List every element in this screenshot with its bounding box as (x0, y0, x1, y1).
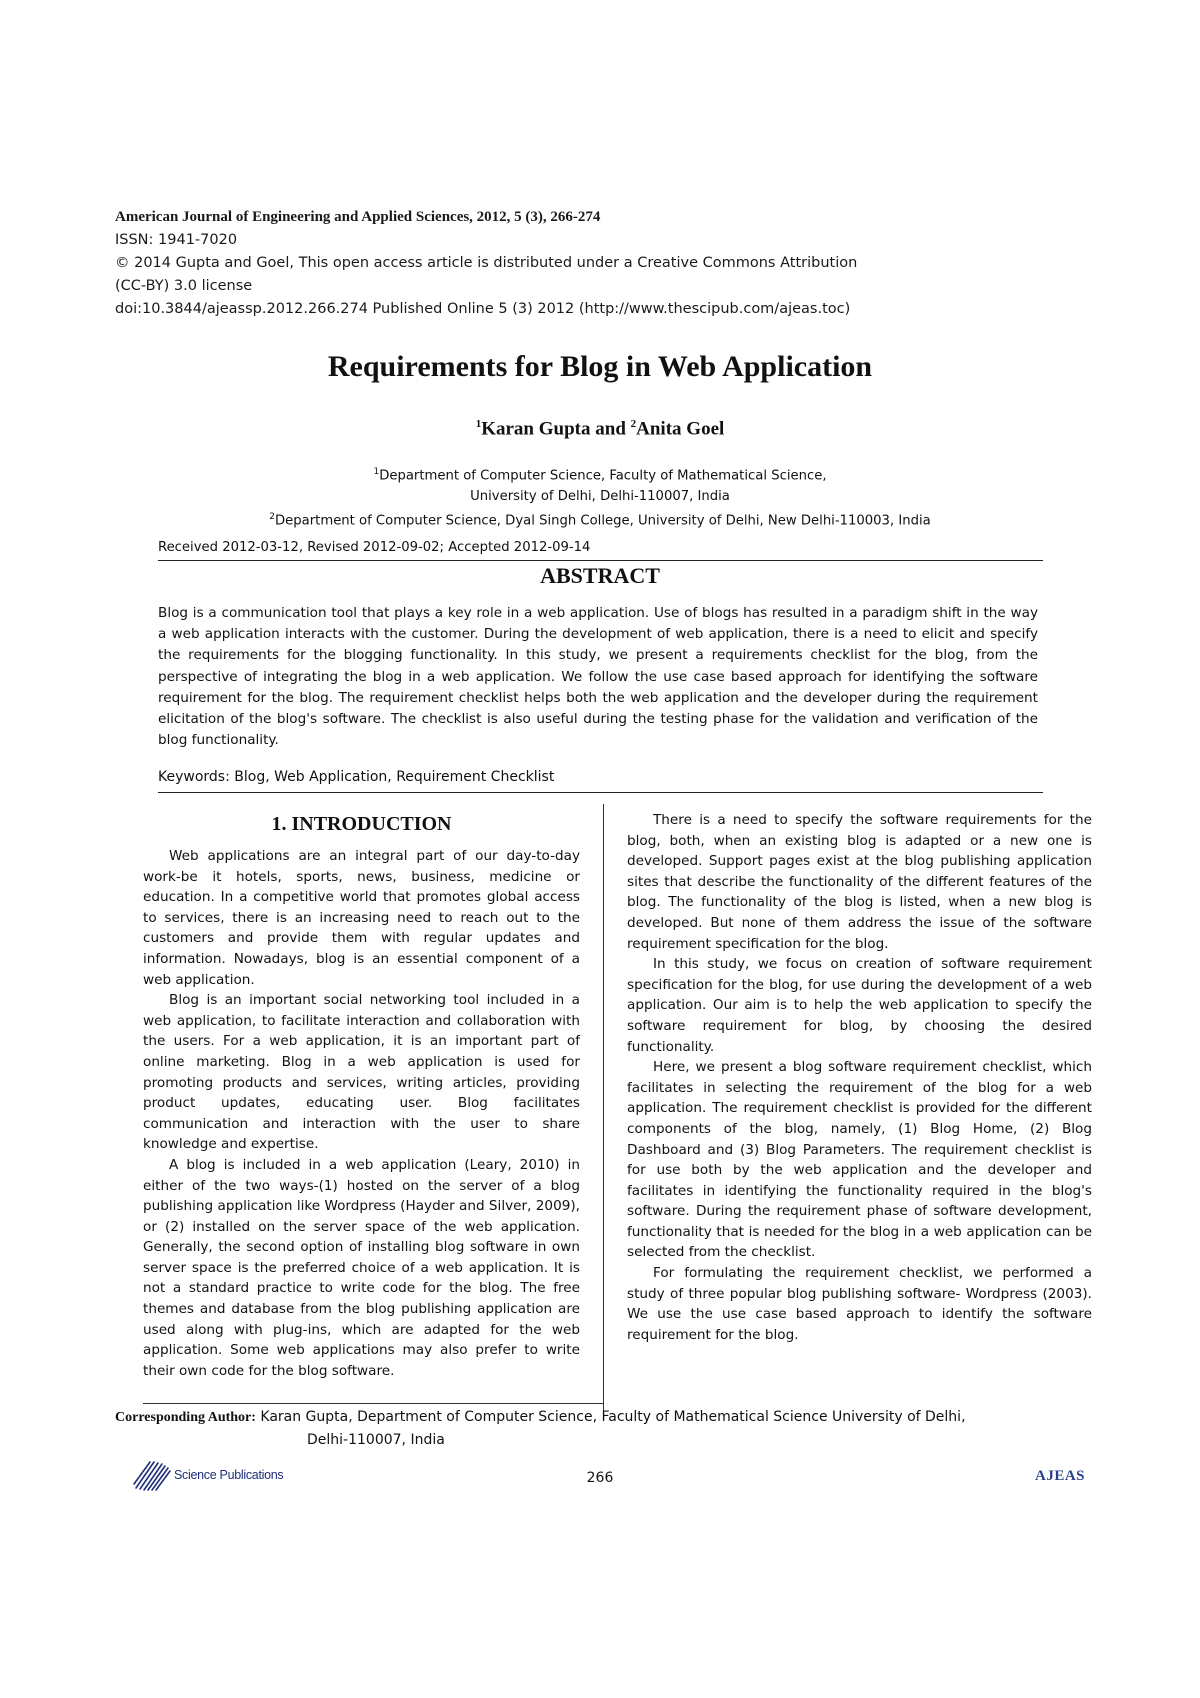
affiliation-1-line-1: Department of Computer Science, Faculty of Mathematical Science, (379, 468, 827, 484)
intro-paragraph: A blog is included in a web application (Leary, 2010) in either of the two ways-(1) hosted on the server of a blog publishing application like Wordpress (Hayder and Silver, 2009), or (2) installed on the server space of the web application. Generally, the second option of installing blog software in own server space is the preferred choice of a web application. It is not a standard practice to write code for the blog. The free themes and database from the blog publishing application are used along with plug-ins, which are adapted for the web application. Some web applications may also prefer to write their own code for the blog software. (143, 1156, 580, 1379)
intro-paragraph: Web applications are an integral part of our day-to-day work-be it hotels, sports, news, business, medicine or education. In a competitive world that promotes global access to services, there is an increasing need to reach out to the customers and provide them with regular updates and information. Nowadays, blog is an essential component of a web application. (143, 848, 580, 988)
affiliation-1-superscript: 1 (373, 467, 380, 477)
received-dates: Received 2012-03-12, Revised 2012-09-02; Accepted 2012-09-14 (158, 540, 591, 555)
corresponding-author-text: Karan Gupta, Department of Computer Science, Faculty of Mathematical Science University of Delhi, (255, 1409, 966, 1425)
author-joiner: and (590, 418, 631, 440)
article-header (115, 206, 1095, 321)
page-footer (0, 1458, 1200, 1498)
right-column (627, 810, 1092, 1345)
keywords: Keywords: Blog, Web Application, Requirement Checklist (158, 769, 555, 785)
paper-title: Requirements for Blog in Web Application (327, 350, 873, 383)
journal-citation: American Journal of Engineering and Applied Sciences, 2012, 5 (3), 266-274 (115, 209, 601, 225)
abstract-body: Blog is a communication tool that plays a key role in a web application. Use of blogs has resulted in a paradigm shift in the way a web application interacts with the customer. During the development of web application, there is a need to elicit and specify the requirements for the blogging functionality. In this study, we present a requirements checklist for the blog, from the perspective of integrating the blog in a web application. We follow the use case based approach for identifying the software requirement for the blog. The requirement checklist helps both the web application and the developer during the requirement elicitation of the blog's software. The checklist is also useful during the testing phase for the validation and verification of the blog functionality. (158, 605, 1038, 749)
abstract-heading: ABSTRACT (540, 563, 660, 588)
intro-paragraph: In this study, we focus on creation of software requirement specification for the blog, for use during the development of a web application. Our aim is to help the web application to specify the software requirement for blog, by choosing the desired functionality. (627, 956, 1092, 1055)
author-2-name: Anita Goel (636, 418, 725, 440)
intro-paragraph: There is a need to specify the software requirements for the blog, both, when an existing blog is adapted or a new one is developed. Support pages exist at the blog publishing application sites that describe the functionality of the different features of the blog. The functionality of the blog is listed, when a new blog is developed. But none of them address the issue of the software requirement specification for the blog. (627, 812, 1092, 952)
license-line-2: (CC-BY) 3.0 license (115, 278, 253, 294)
issn: ISSN: 1941-7020 (115, 232, 238, 248)
intro-paragraph: Blog is an important social networking tool included in a web application, to facilitate interaction and collaboration with the users. For a web application, it is an important part of online marketing. Blog in a web application is used for promoting products and services, writing articles, providing product updates, educating user. Blog facilitates communication and interaction with the user to share knowledge and expertise. (143, 992, 580, 1153)
affiliations (0, 462, 1200, 532)
footnote-rule (143, 1403, 603, 1404)
affiliation-2-line: Department of Computer Science, Dyal Singh College, University of Delhi, New Delhi-110003, India (275, 513, 931, 529)
introduction-heading: 1. INTRODUCTION (271, 813, 452, 835)
journal-abbreviation: AJEAS (1034, 1468, 1085, 1484)
abstract-top-rule (158, 560, 1043, 561)
author-2-superscript: 2 (630, 418, 637, 430)
license-line-1: © 2014 Gupta and Goel, This open access article is distributed under a Creative Commons Attribution (115, 255, 858, 271)
author-1-name: Karan Gupta (481, 418, 591, 440)
affiliation-1-line-2: University of Delhi, Delhi-110007, India (470, 489, 730, 505)
affiliation-2-superscript: 2 (269, 512, 276, 523)
corresponding-author (115, 1406, 1095, 1451)
author-list (0, 418, 1200, 440)
author-1-superscript: 1 (475, 418, 482, 430)
doi-line: doi:10.3844/ajeassp.2012.266.274 Published Online 5 (3) 2012 (http://www.thescipub.com/ajeas.toc) (115, 301, 851, 317)
intro-paragraph: For formulating the requirement checklist, we performed a study of three popular blog publishing software- Wordpress (2003). We use the use case based approach to identify the software requirement for the blog. (627, 1265, 1092, 1343)
page-number: 266 (586, 1470, 614, 1486)
column-divider (603, 804, 604, 1411)
keywords-bottom-rule (158, 792, 1043, 793)
intro-paragraph: Here, we present a blog software requirement checklist, which facilitates in selecting the requirement of the blog for a web application. The requirement checklist is provided for the different components of the blog, namely, (1) Blog Home, (2) Blog Dashboard and (3) Blog Parameters. The requirement checklist is for use both by the web application and the developer and facilitates in identifying the functionality required in the blog's software. During the requirement phase of software development, functionality that is needed for the blog in a web application can be selected from the checklist. (627, 1059, 1092, 1261)
corresponding-author-text-cont: Delhi-110007, India (307, 1432, 445, 1448)
corresponding-author-label: Corresponding Author: (115, 1410, 256, 1425)
publisher-logo-text: Science Publications (174, 1468, 284, 1482)
left-column (143, 810, 580, 1381)
